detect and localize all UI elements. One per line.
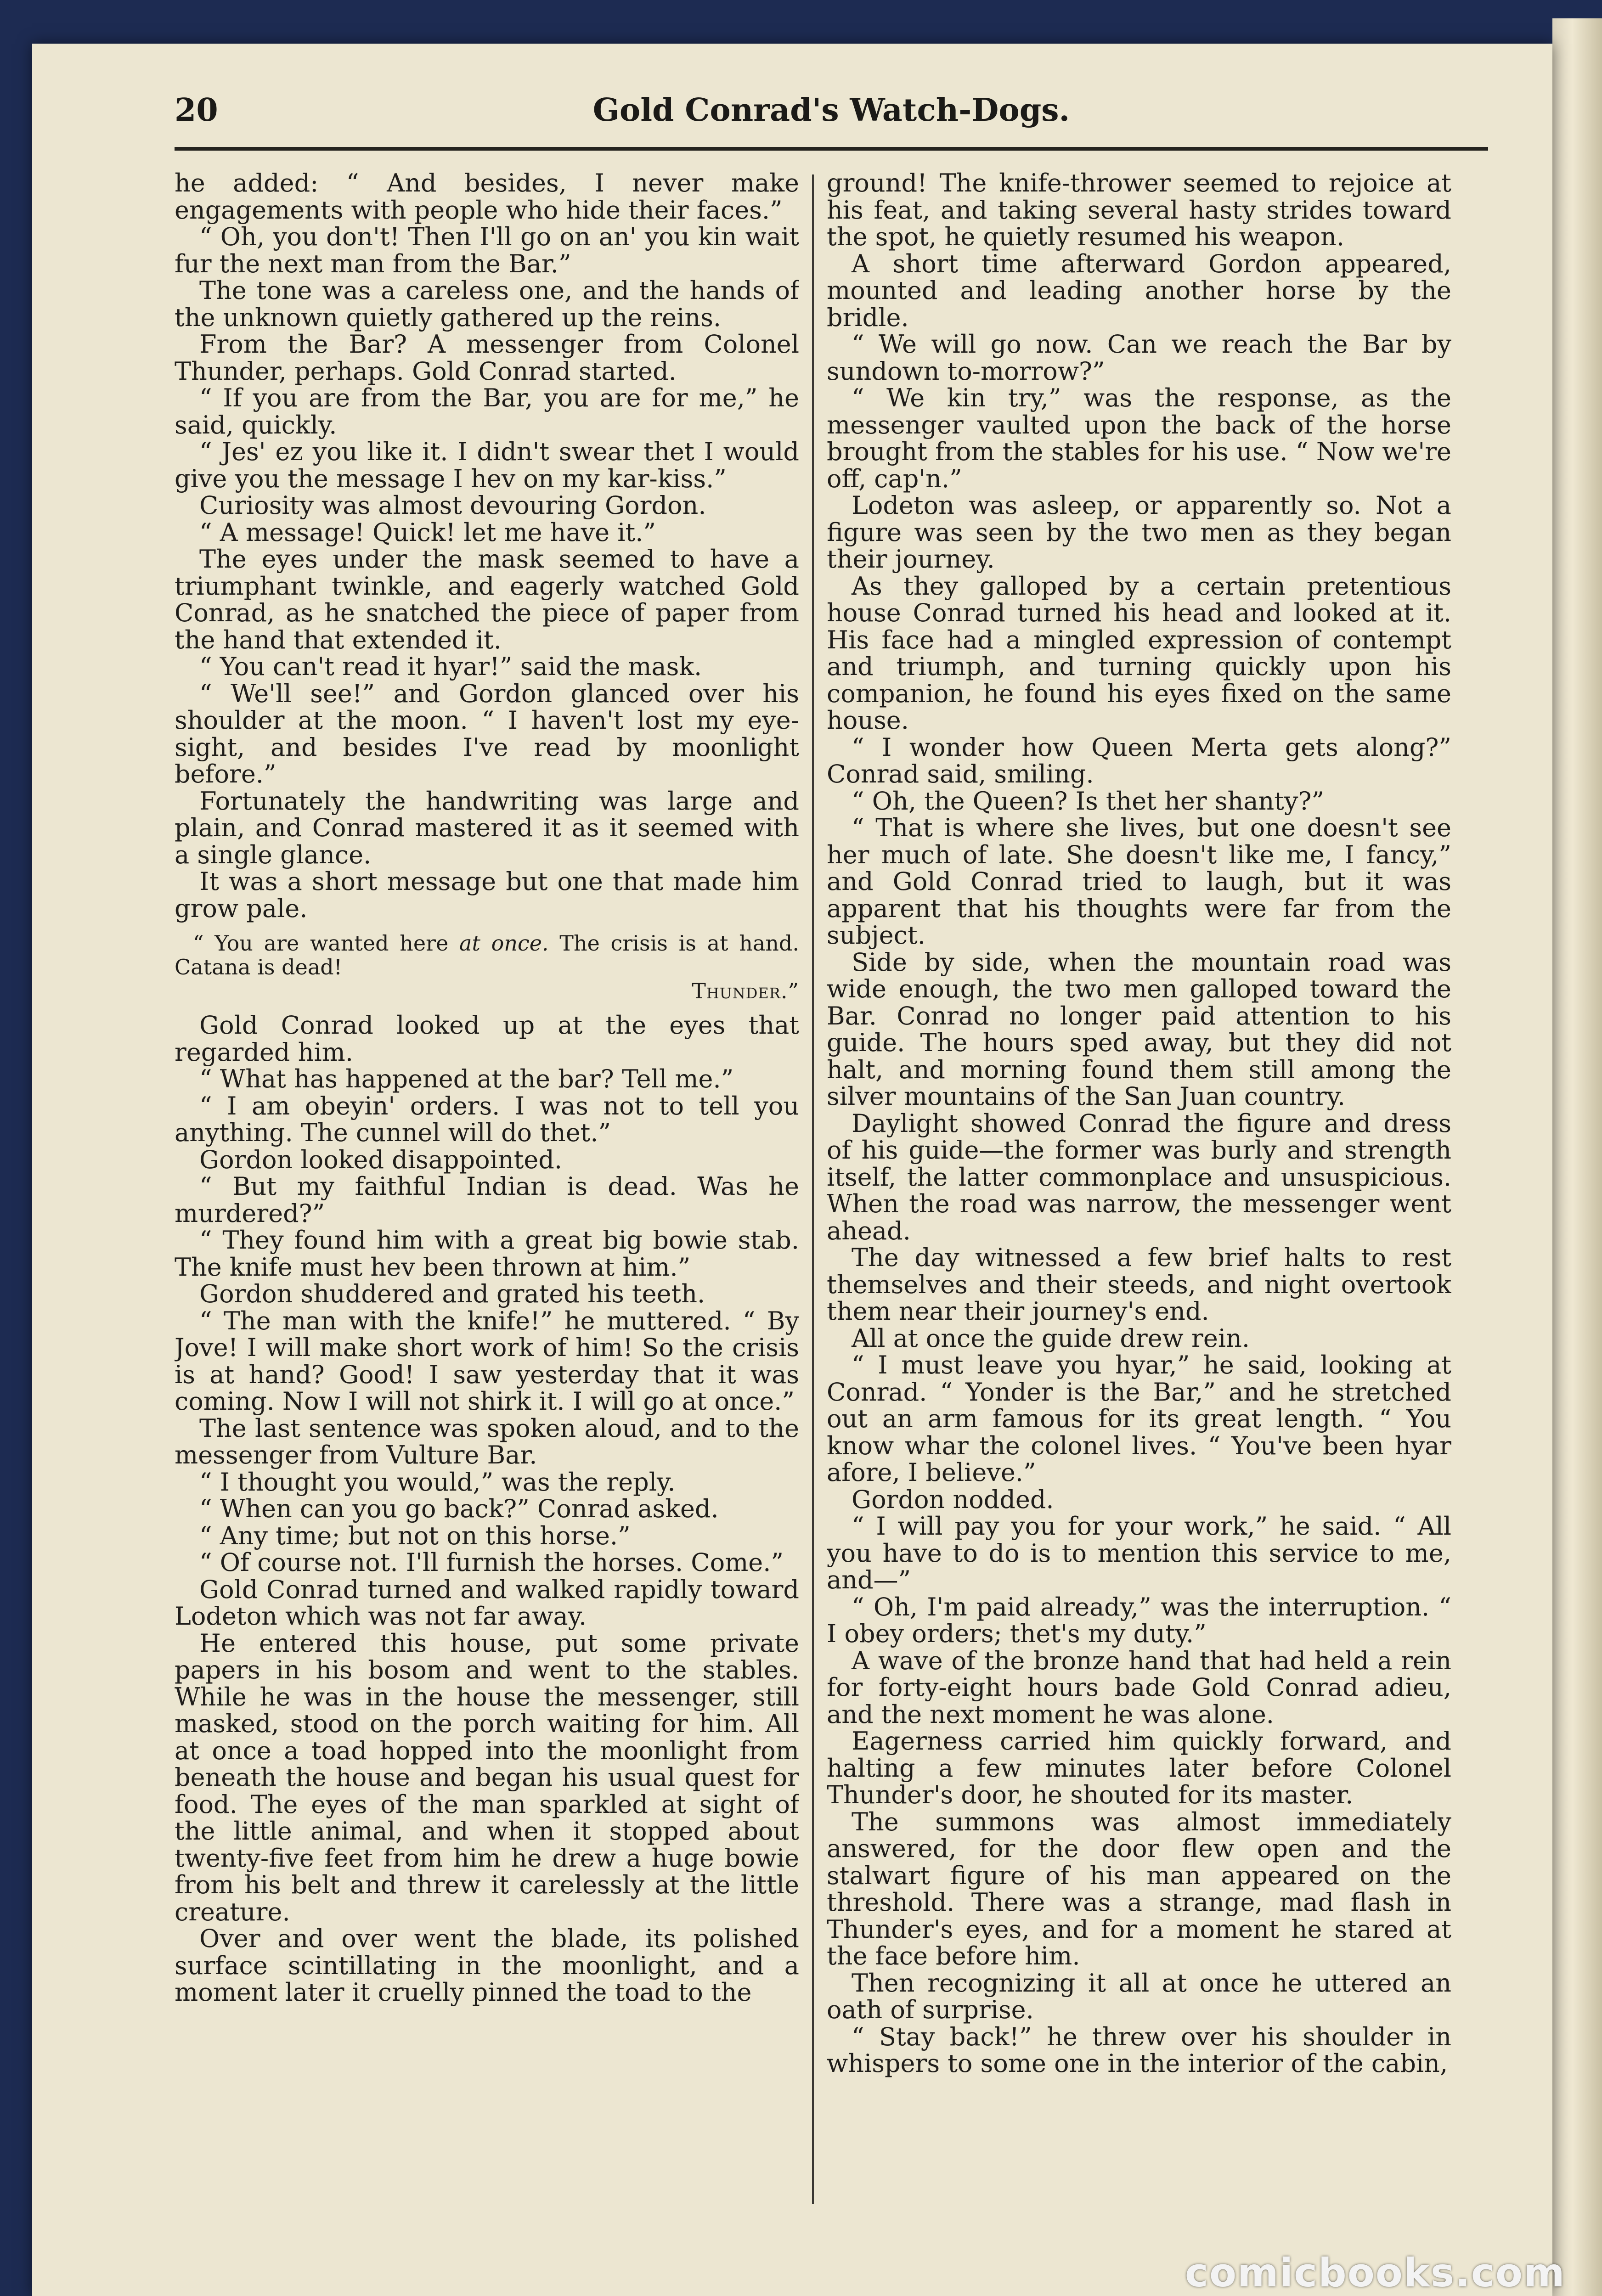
paragraph: The day witnessed a few brief halts to rest themselves and their steeds, and night overtook them near their journey's end.: [827, 1243, 1451, 1326]
paragraph: “ I am obeyin' orders. I was not to tell you anything. The cunnel will do thet.”: [175, 1091, 799, 1147]
paragraph: Gordon nodded.: [852, 1485, 1054, 1514]
page-header: [175, 92, 1488, 156]
paragraph: “ Oh, the Queen? Is thet her shanty?”: [852, 786, 1325, 816]
paragraph: Daylight showed Conrad the figure and dress of his guide—the former was burly and strength itself, the latter commonplace and unsuspicious. When the road was narrow, the messenger went ahead.: [827, 1109, 1451, 1245]
paragraph: “ I wonder how Queen Merta gets along?” Conrad said, smiling.: [827, 732, 1451, 788]
note-text-start: “ You are wanted here: [193, 931, 460, 956]
note-text-end: The crisis is at hand. Catana is dead!: [175, 931, 799, 979]
paragraph: “ A message! Quick! let me have it.”: [199, 518, 656, 547]
paragraph: He entered this house, put some private papers in his bosom and went to the stables. While he was in the house the messenger, still masked, stood on the porch waiting for him. All at once a toad hopped into the moonlight from beneath the house and began his usual quest for food. The eyes of the man sparkled at sight of the little animal, and when it stopped about twenty-five feet from him he drew a huge bowie from his belt and threw it carelessly at the little creature.: [175, 1628, 799, 1926]
paragraph: “ When can you go back?” Conrad asked.: [199, 1494, 719, 1523]
paragraph: “ We will go now. Can we reach the Bar by sundown to-morrow?”: [827, 330, 1451, 386]
paragraph: Gold Conrad looked up at the eyes that regarded him.: [175, 1011, 799, 1067]
paragraph: As they galloped by a certain pretentious house Conrad turned his head and looked at it. His face had a mingled expression of contempt and triumph, and turning quickly upon his companion, he found his eyes fixed on the same house.: [827, 571, 1451, 735]
paragraph: “ Any time; but not on this horse.”: [199, 1521, 631, 1550]
note-signature: Thunder.”: [692, 979, 799, 1003]
paragraph: “ I will pay you for your work,” he said. “ All you have to do is to mention this service to me, and—”: [827, 1512, 1451, 1594]
header-rule: [175, 147, 1488, 151]
paragraph: From the Bar? A messenger from Colonel Thunder, perhaps. Gold Conrad started.: [175, 330, 799, 386]
paragraph: Eagerness carried him quickly forward, and halting a few minutes later before Colonel Thunder's door, he shouted for its master.: [827, 1727, 1451, 1809]
left-column: [175, 170, 799, 2204]
paragraph: “ We'll see!” and Gordon glanced over his shoulder at the moon. “ I haven't lost my eye-sight, and besides I've read by moonlight before.”: [175, 679, 799, 788]
column-divider: [812, 174, 814, 2204]
paragraph: “ Oh, you don't! Then I'll go on an' you kin wait fur the next man from the Bar.”: [175, 222, 799, 278]
paragraph: “ You can't read it hyar!” said the mask.: [199, 652, 702, 681]
paragraph: Curiosity was almost devouring Gordon.: [199, 491, 706, 520]
left-column-text-continued: [175, 1012, 799, 2006]
paragraph: Gordon looked disappointed.: [199, 1145, 563, 1174]
right-column-text: [827, 170, 1451, 2077]
paragraph: The tone was a careless one, and the hands of the unknown quietly gathered up the reins.: [175, 276, 799, 332]
paragraph: he added: “ And besides, I never make engagements with people who hide their faces.”: [175, 170, 799, 225]
paragraph: “ That is where she lives, but one doesn't see her much of late. She doesn't like me, I fancy,” and Gold Conrad tried to laugh, but it was apparent that his thoughts were far from the subject.: [827, 813, 1451, 950]
paragraph: “ But my faithful Indian is dead. Was he murdered?”: [175, 1172, 799, 1228]
paragraph: “ Stay back!” he threw over his shoulder in whispers to some one in the interior of the cabin,: [827, 2022, 1451, 2078]
paragraph: ground! The knife-thrower seemed to rejoice at his feat, and taking several hasty strides toward the spot, he quietly resumed his weapon.: [827, 170, 1451, 251]
site-watermark: comicbooks.com: [1185, 2250, 1566, 2296]
paragraph: The last sentence was spoken aloud, and to the messenger from Vulture Bar.: [175, 1413, 799, 1469]
paragraph: Side by side, when the mountain road was wide enough, the two men galloped toward the Bar. Conrad no longer paid attention to his guide. The hours sped away, but they did not halt, and morning found them still among the silver mountains of the San Juan country.: [827, 947, 1451, 1111]
paragraph: Gold Conrad turned and walked rapidly toward Lodeton which was not far away.: [175, 1575, 799, 1631]
telegram-note: [175, 931, 799, 1003]
paragraph: “ They found him with a great big bowie stab. The knife must hev been thrown at him.”: [175, 1226, 799, 1282]
right-column: [827, 170, 1451, 2204]
paragraph: Then recognizing it all at once he uttered an oath of surprise.: [827, 1968, 1451, 2024]
paragraph: “ Jes' ez you like it. I didn't swear thet I would give you the message I hev on my kar-kiss.”: [175, 437, 799, 493]
left-column-text: [175, 170, 799, 922]
page-number: 20: [175, 92, 218, 129]
paragraph: “ The man with the knife!” he muttered. “ By Jove! I will make short work of him! So the crisis is at hand? Good! I saw yesterday that it was coming. Now I will not shirk it. I will go at once.”: [175, 1306, 799, 1416]
note-emphasis: at once.: [459, 931, 549, 956]
paragraph: The summons was almost immediately answered, for the door flew open and the stalwart figure of his man appeared on the threshold. There was a strange, mad flash in Thunder's eyes, and for a moment he stared at the face before him.: [827, 1807, 1451, 1970]
paragraph: Gordon shuddered and grated his teeth.: [199, 1279, 705, 1308]
paragraph: “ Oh, I'm paid already,” was the interruption. “ I obey orders; thet's my duty.”: [827, 1592, 1451, 1648]
paragraph: “ If you are from the Bar, you are for me,” he said, quickly.: [175, 383, 799, 439]
running-title: Gold Conrad's Watch-Dogs.: [592, 92, 1070, 129]
paragraph: It was a short message but one that made him grow pale.: [175, 867, 799, 923]
paragraph: “ What has happened at the bar? Tell me.”: [199, 1064, 734, 1093]
paragraph: “ I must leave you hyar,” he said, looking at Conrad. “ Yonder is the Bar,” and he stretched out an arm famous for its great length. “ You know whar the colonel lives. “ You've been hyar afore, I believe.”: [827, 1351, 1451, 1487]
paragraph: “ We kin try,” was the response, as the messenger vaulted upon the back of the horse brought from the stables for his use. “ Now we're off, cap'n.”: [827, 383, 1451, 493]
paragraph: Lodeton was asleep, or apparently so. Not a figure was seen by the two men as they began their journey.: [827, 491, 1451, 574]
paragraph: The eyes under the mask seemed to have a triumphant twinkle, and eagerly watched Gold Conrad, as he snatched the piece of paper from the hand that extended it.: [175, 545, 799, 654]
paragraph: “ Of course not. I'll furnish the horses. Come.”: [199, 1548, 784, 1577]
paragraph: Over and over went the blade, its polished surface scintillating in the moonlight, and a moment later it cruelly pinned the toad to the: [175, 1924, 799, 2007]
paragraph: A short time afterward Gordon appeared, mounted and leading another horse by the bridle.: [827, 249, 1451, 332]
paragraph: “ I thought you would,” was the reply.: [199, 1467, 676, 1497]
paragraph: Fortunately the handwriting was large and plain, and Conrad mastered it as it seemed with a single glance.: [175, 786, 799, 869]
paragraph: All at once the guide drew rein.: [852, 1323, 1250, 1353]
adjacent-page-edge: [1552, 18, 1602, 2296]
paragraph: A wave of the bronze hand that had held a rein for forty-eight hours bade Gold Conrad adieu, and the next moment he was alone.: [827, 1646, 1451, 1729]
